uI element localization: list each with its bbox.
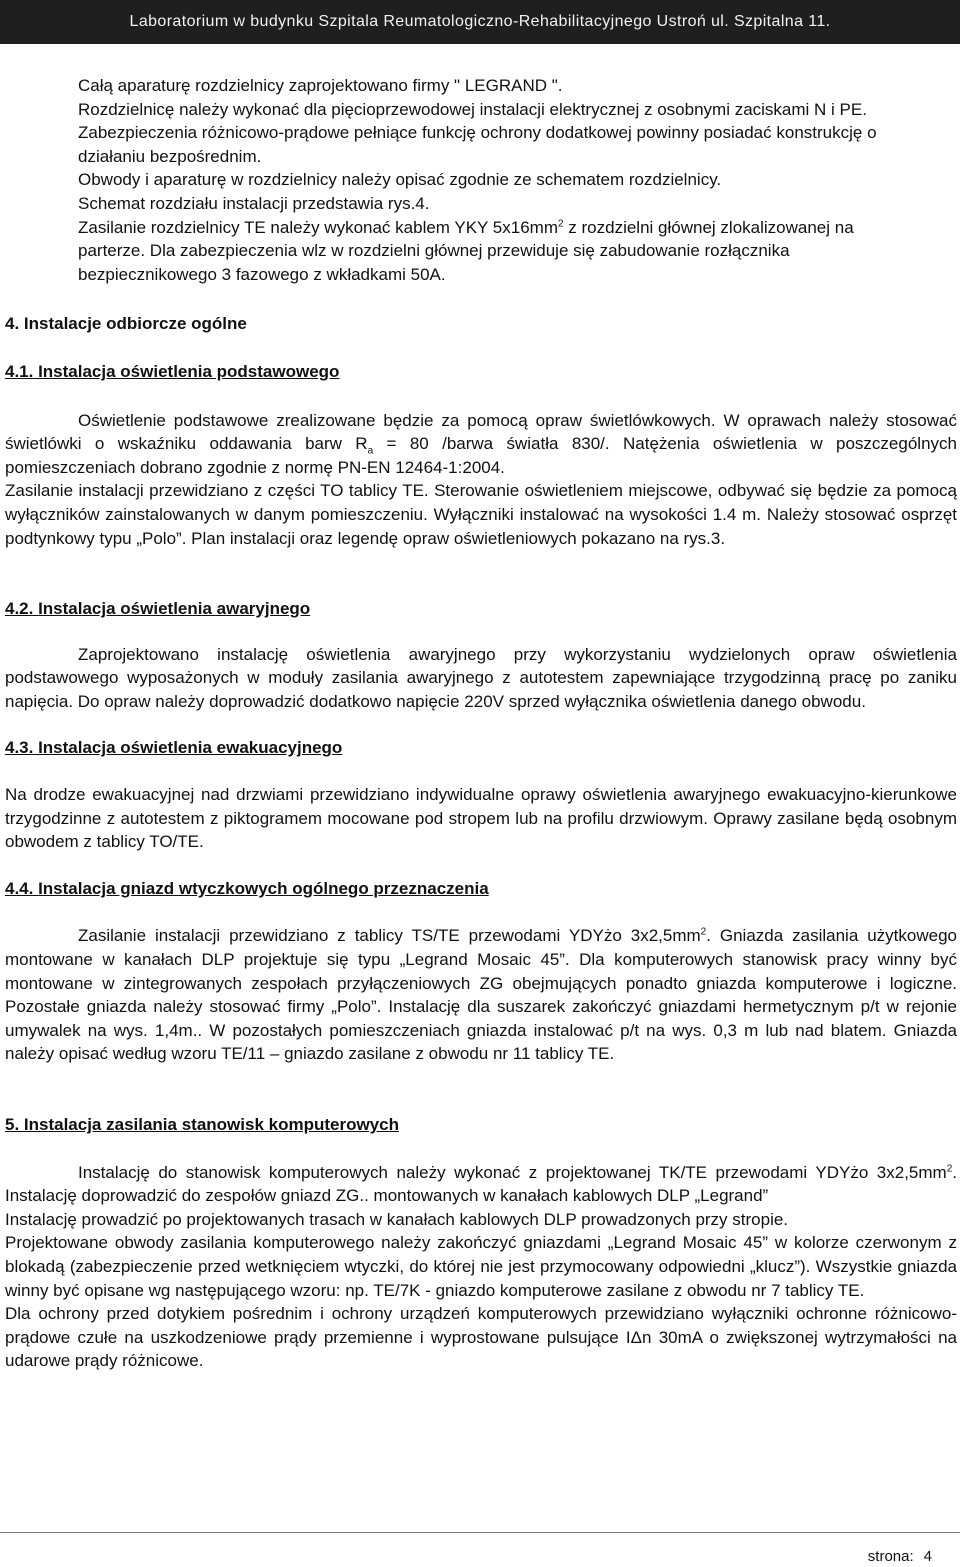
section-heading: 4.1. Instalacja oświetlenia podstawowego <box>5 361 340 381</box>
section-paragraph: Dla ochrony przed dotykiem pośrednim i ochrony urządzeń komputerowych przewidziano wyłączniki ochronne różnicowo-prądowe czułe na uszkodzeniowe prądy przemienne i wyprostowane pulsujące IΔn 30mA o zwiększonej wytrzymałości na udarowe prądy różnicowe. <box>5 1304 957 1371</box>
intro-paragraph: Zabezpieczenia różnicowo-prądowe pełniące funkcję ochrony dodatkowej powinny posiadać konstrukcję o działaniu bezpośrednim. <box>78 123 877 166</box>
section-heading: 4.4. Instalacja gniazd wtyczkowych ogólnego przeznaczenia <box>5 878 489 898</box>
footer-divider <box>0 1532 960 1533</box>
section-paragraph: Oświetlenie podstawowe zrealizowane będzie za pomocą opraw świetlówkowych. W oprawach należy stosować świetlówki o wskaźniku oddawania barw $R_a = 80$ /barwa światła 830/. Natężenia oświetlenia w poszczególnych pomieszczeniach dobrano zgodnie z normę PN-EN 12464-1:2004. <box>5 410 957 477</box>
section-paragraph: Instalację prowadzić po projektowanych trasach w kanałach kablowych DLP prowadzonych przy stropie. <box>5 1209 789 1229</box>
section-heading: 4. Instalacje odbiorcze ogólne <box>5 314 247 334</box>
section-paragraph: Zasilanie instalacji przewidziano z części TO tablicy TE. Sterowanie oświetleniem miejscowe, odbywać się będzie za pomocą wyłączników zainstalowanych w danym pomieszczeniu. Wyłączniki instalować na wysokości 1.4 m. Należy stosować osprzęt podtynkowy typu „Polo”. Plan instalacji oraz legendę opraw oświetleniowych pokazano na rys.3. <box>5 481 957 548</box>
intro-paragraph: Zasilanie rozdzielnicy TE należy wykonać kablem YKY $5x16mm^2$ z rozdzielni głównej zlokalizowanej na parterze. Dla zabezpieczenia wlz w rozdzielni głównej przewiduje się zabudowanie rozłącznika bezpiecznikowego 3 fazowego z wkładkami 50A. <box>78 217 854 284</box>
intro-paragraph: Rozdzielnicę należy wykonać dla pięcioprzewodowej instalacji elektrycznej z osobnymi zaciskami N i PE. <box>78 99 867 119</box>
intro-paragraph: Całą aparaturę rozdzielnicy zaprojektowano firmy " LEGRAND ". <box>78 76 563 95</box>
section-paragraph: Na drodze ewakuacyjnej nad drzwiami przewidziano indywidualne oprawy oświetlenia awaryjnego ewakuacyjno-kierunkowe trzygodzinne z autotestem z piktogramem mocowane pod stropem lub na profilu drzwiowym. Oprawy zasilane będą osobnym obwodem z tablicy TO/TE. <box>5 785 957 852</box>
document-body <box>5 74 957 1373</box>
page-number: strona: 4 <box>867 1548 932 1565</box>
section-paragraph: Instalację do stanowisk komputerowych należy wykonać z projektowanej TK/TE przewodami YDYżo $3x2,5mm^2$. Instalację doprowadzić do zespołów gniazd ZG.. montowanych w kanałach kablowych DLP „Legrand” <box>5 1162 957 1206</box>
running-header: Laboratorium w budynku Szpitala Reumatologiczno-Rehabilitacyjnego Ustroń ul. Szpitalna 11. <box>0 0 960 44</box>
intro-block <box>5 74 957 286</box>
section-heading: 4.2. Instalacja oświetlenia awaryjnego <box>5 599 311 619</box>
intro-paragraph: Schemat rozdziału instalacji przedstawia rys.4. <box>78 193 430 213</box>
section-paragraph: Zaprojektowano instalację oświetlenia awaryjnego przy wykorzystaniu wydzielonych opraw oświetlenia podstawowego wyposażonych w moduły zasilania awaryjnego z autotestem zapewniające trzygodzinną pracę po zaniku napięcia. Do opraw należy doprowadzić dodatkowo napięcie 220V sprzed wyłącznika oświetlenia danego obwodu. <box>5 644 957 711</box>
intro-paragraph: Obwody i aparaturę w rozdzielnicy należy opisać zgodnie ze schematem rozdzielnicy. <box>78 170 722 190</box>
section-heading: 4.3. Instalacja oświetlenia ewakuacyjnego <box>5 738 343 758</box>
section-heading: 5. Instalacja zasilania stanowisk komputerowych <box>5 1115 399 1134</box>
section-paragraph: Projektowane obwody zasilania komputerowego należy zakończyć gniazdami „Legrand Mosaic 45” w kolorze czerwonym z blokadą (zabezpieczenie przed wetknięciem wtyczki, do której nie jest przymocowany odpowiedni „klucz”). Wszystkie gniazda winny być opisane wg następującego wzoru: np. TE/7K - gniazdo komputerowe zasilane z obwodu nr 7 tablicy TE. <box>5 1233 957 1300</box>
section-paragraph: Zasilanie instalacji przewidziano z tablicy TS/TE przewodami YDYżo $3x2,5mm^2$. Gniazda zasilania użytkowego montowane w kanałach DLP projektuje się typu „Legrand Mosaic 45”. Dla komputerowych stanowisk pracy winny być montowane w zintegrowanych zespołach przyłączeniowych ZG obejmujących ponadto gniazda komputerowe i logiczne. Pozostałe gniazda należy stosować firmy „Polo”. Instalację dla suszarek zakończyć gniazdami hermetycznym p/t w rejonie umywalek na wys. 1,4m.. W pozostałych pomieszczeniach gniazda instalować p/t na wys. 0,3 m lub nad blatem. Gniazda należy opisać według wzoru TE/11 – gniazdo zasilane z obwodu nr 11 tablicy TE. <box>5 926 957 1064</box>
